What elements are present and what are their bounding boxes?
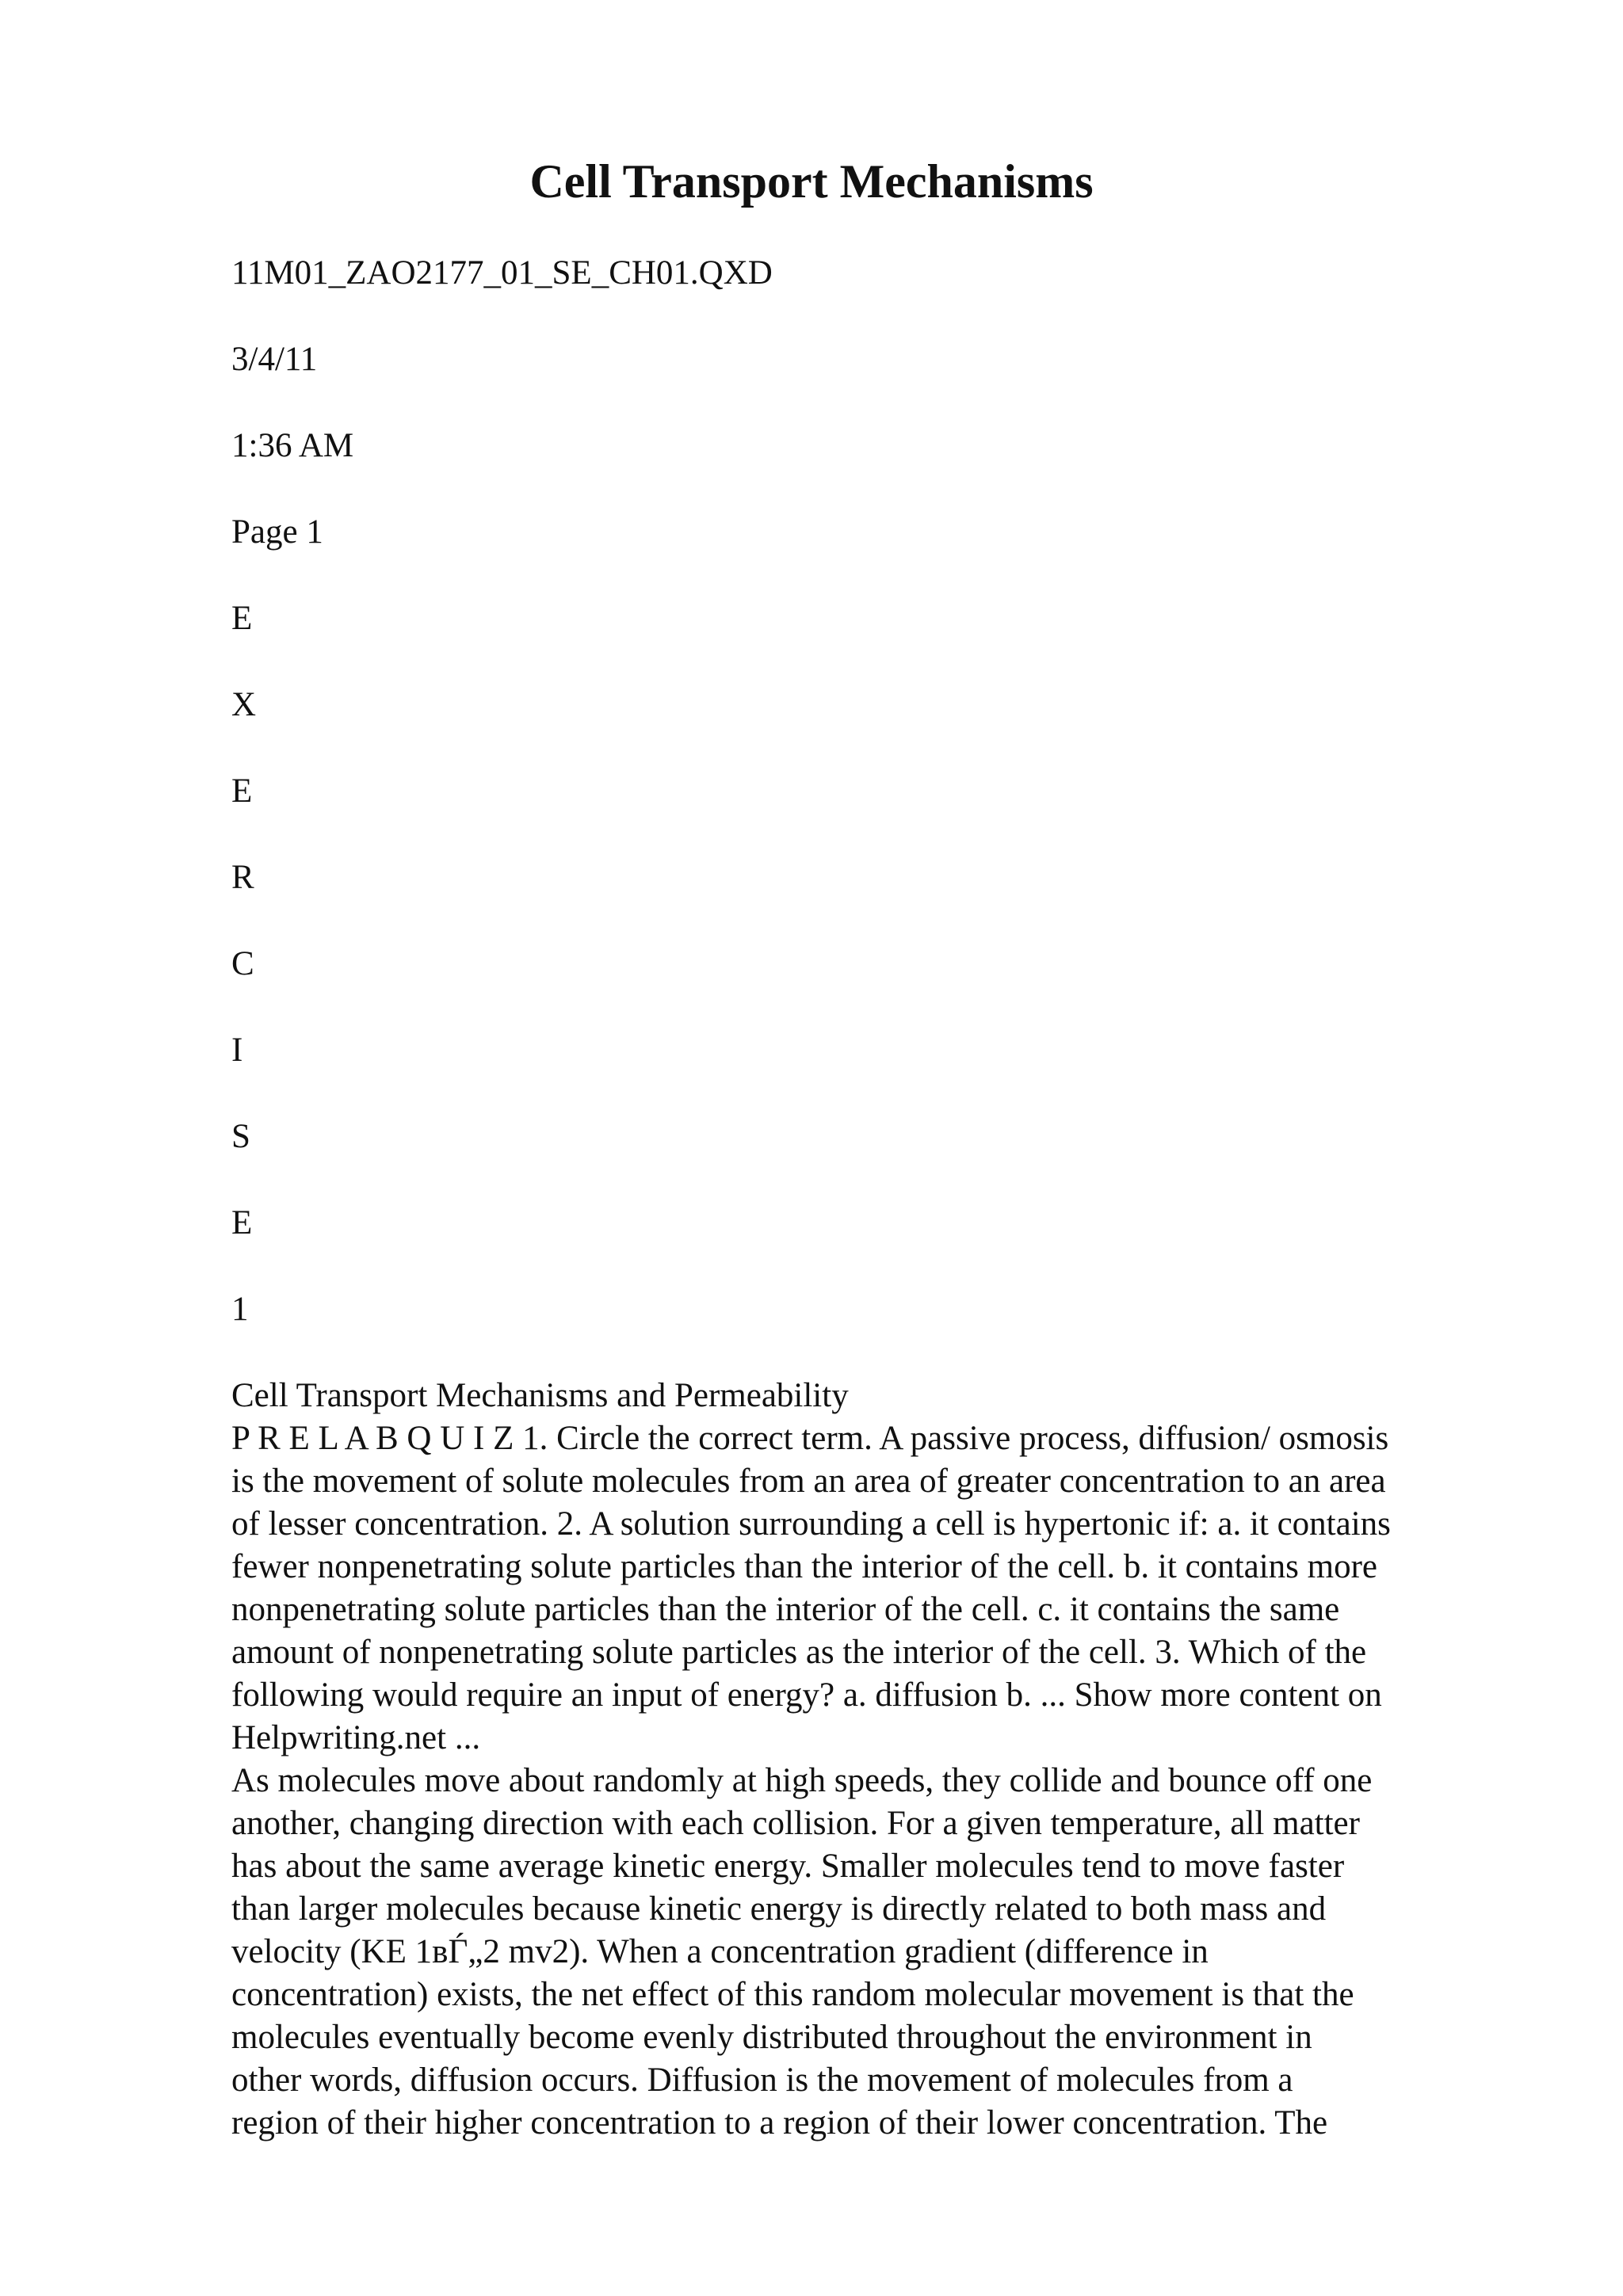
exercise-letter: C (231, 945, 254, 982)
exercise-letter: S (231, 1118, 250, 1155)
text-line: Helpwriting.net ... (231, 1719, 481, 1756)
exercise-letter: X (231, 686, 257, 723)
text-line: region of their higher concentration to a region of their lower concentration. The (231, 2104, 1328, 2142)
text-line: is the movement of solute molecules from an area of greater concentration to an area (231, 1463, 1386, 1500)
text-line: As molecules move about randomly at high speeds, they collide and bounce off one (231, 1762, 1373, 1799)
text-line: fewer nonpenetrating solute particles than the interior of the cell. b. it contains more (231, 1548, 1377, 1585)
exercise-letter: E (231, 772, 253, 810)
exercise-letter: R (231, 859, 254, 896)
file-name-line: 11M01_ZAO2177_01_SE_CH01.QXD (231, 254, 773, 292)
text-line: another, changing direction with each collision. For a given temperature, all matter (231, 1805, 1360, 1842)
exercise-letter: I (231, 1032, 243, 1069)
text-line: has about the same average kinetic energy. Smaller molecules tend to move faster (231, 1848, 1345, 1885)
text-line: amount of nonpenetrating solute particles as the interior of the cell. 3. Which of the (231, 1634, 1367, 1671)
date-line: 3/4/11 (231, 341, 318, 378)
exercise-letter: E (231, 600, 253, 637)
text-line: nonpenetrating solute particles than the interior of the cell. c. it contains the same (231, 1591, 1340, 1628)
text-line: molecules eventually become evenly distributed throughout the environment in (231, 2019, 1312, 2056)
text-line: of lesser concentration. 2. A solution surrounding a cell is hypertonic if: a. it contains (231, 1505, 1391, 1543)
exercise-number: 1 (231, 1291, 249, 1328)
text-line: other words, diffusion occurs. Diffusion is the movement of molecules from a (231, 2061, 1293, 2099)
exercise-letter: E (231, 1204, 253, 1241)
page-number-line: Page 1 (231, 513, 323, 551)
text-line: P R E L A B Q U I Z 1. Circle the correct term. A passive process, diffusion/ osmosis (231, 1420, 1389, 1457)
text-line: velocity (KE 1вЃ„2 mv2). When a concentration gradient (difference in (231, 1933, 1209, 1970)
body-text (231, 1375, 1547, 2145)
page-title: Cell Transport Mechanisms (529, 155, 1094, 208)
text-line: following would require an input of energy? a. diffusion b. ... Show more content on (231, 1676, 1382, 1714)
time-line: 1:36 AM (231, 427, 354, 464)
text-line: than larger molecules because kinetic energy is directly related to both mass and (231, 1890, 1327, 1928)
section-heading: Cell Transport Mechanisms and Permeability (231, 1377, 849, 1414)
text-line: concentration) exists, the net effect of this random molecular movement is that the (231, 1976, 1354, 2013)
